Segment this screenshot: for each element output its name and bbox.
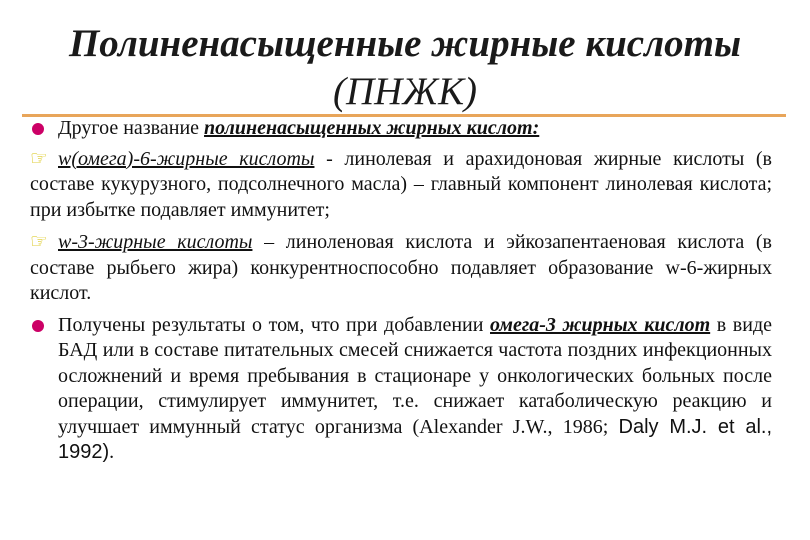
citation-text: Daly M.J. et al., 1992): [58, 415, 773, 463]
item-text: Получены результаты о том, что при добавлении: [58, 313, 491, 336]
sub-item-omega-6: [30, 146, 772, 224]
pointing-hand-icon: ☞: [30, 229, 48, 253]
item-text-end: .: [109, 441, 115, 463]
slide-subtitle: (ПНЖК): [333, 70, 477, 113]
item-text: – линоленовая кислота и эйкозапентаеновая кислота (в составе рыбьего жира) конкурентноспособно подавляет образование w-6-жирных кислот.: [30, 231, 772, 304]
item-emphasis: w(омега)-6-жирные кислоты: [58, 147, 315, 170]
slide-content: [30, 116, 772, 466]
item-text: - линолевая и арахидоновая жирные кислоты (в составе кукурузного, подсолнечного масла) – главный компонент линолевая кислота; при избытке подавляет иммунитет;: [30, 147, 773, 221]
bullet-dot-icon: [32, 320, 44, 332]
item-text: в виде БАД или в составе питательных смесей снижается частота поздних инфекционных осложнений и время пребывания в стационаре у онкологических больных после операции, стимулирует иммунитет, т.е. снижает катаболическую реакцию и улучшает иммунный статус организма (Alexander J.W., 1986;: [58, 313, 772, 438]
item-emphasis: полиненасыщенных жирных кислот:: [204, 117, 540, 139]
item-emphasis: w-3-жирные кислоты: [58, 231, 253, 253]
bullet-item-other-name: [30, 116, 772, 142]
bullet-dot-icon: [32, 123, 44, 135]
sub-item-omega-3: [30, 229, 772, 307]
bullet-item-results: [30, 313, 772, 466]
item-text: Другое название: [58, 117, 205, 139]
item-emphasis: омега-3 жирных кислот: [490, 313, 711, 336]
pointing-hand-icon: ☞: [30, 145, 48, 170]
slide-title: Полиненасыщенные жирные кислоты: [68, 22, 742, 65]
